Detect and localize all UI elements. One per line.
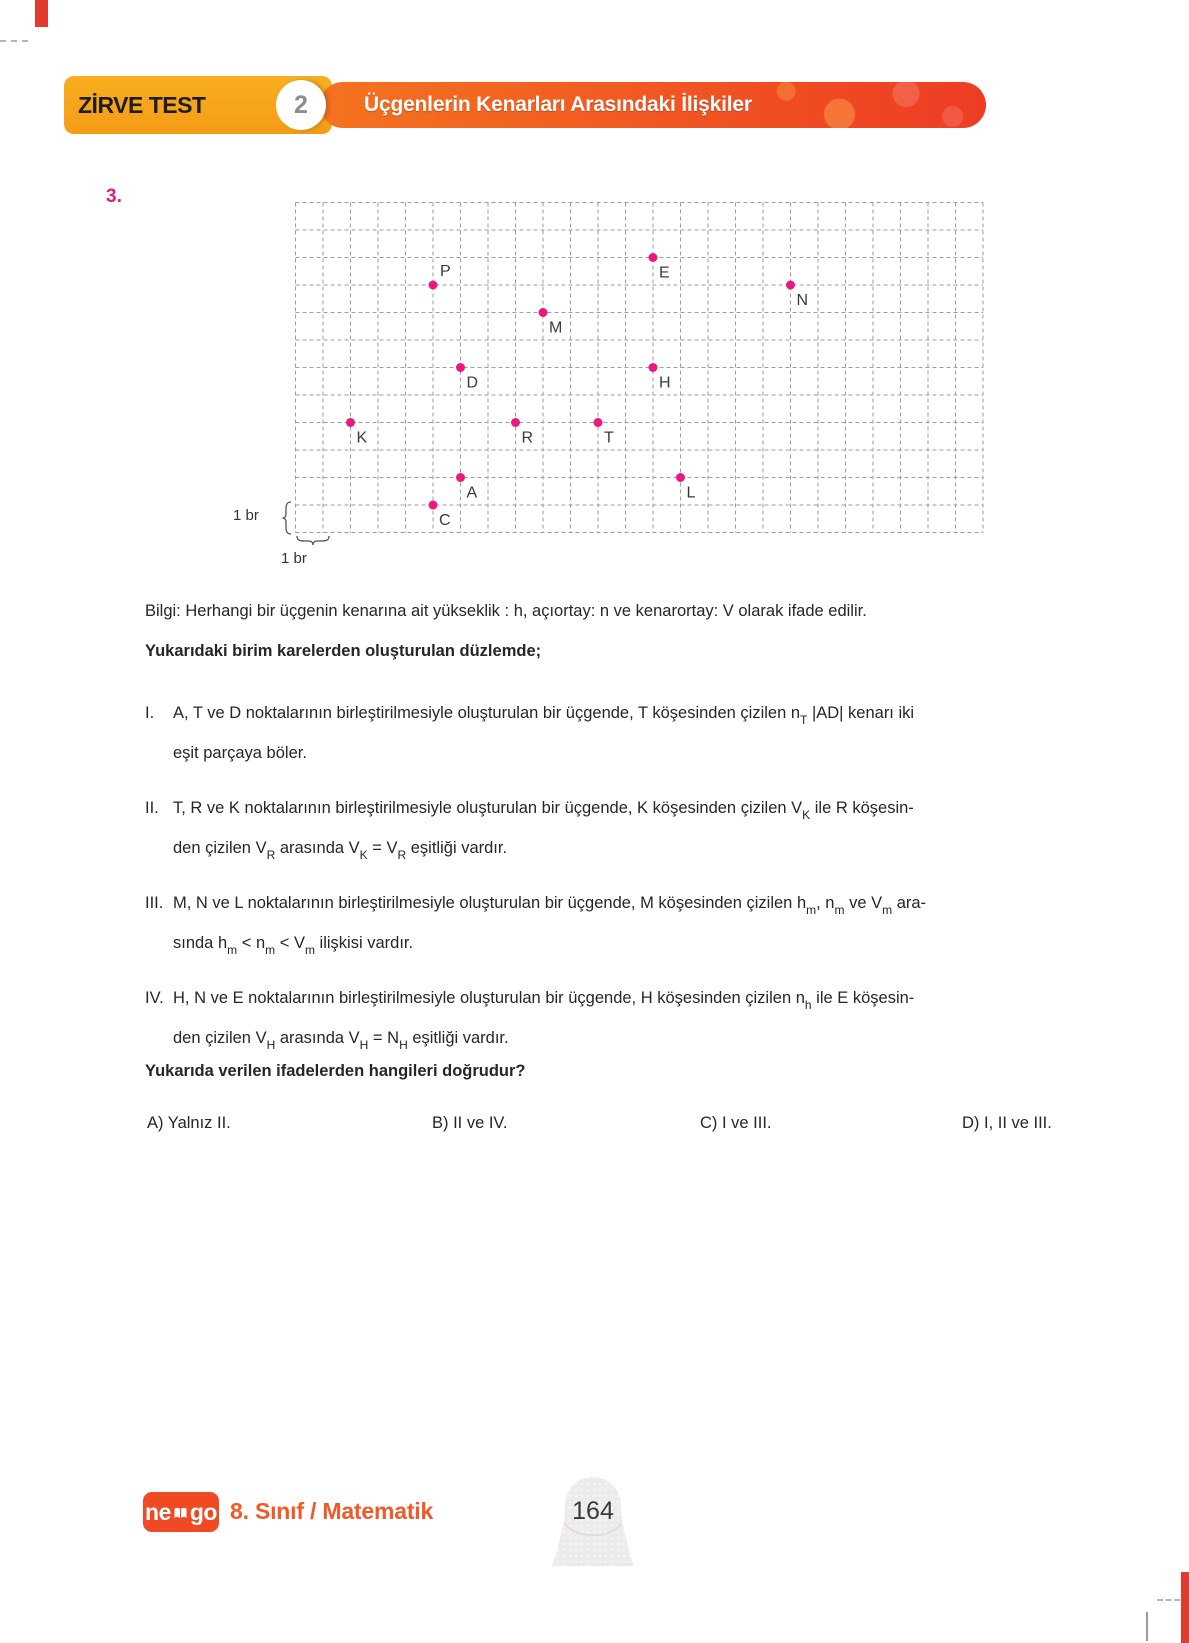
publisher-logo — [143, 1492, 219, 1532]
grid-point-label-R: R — [521, 429, 534, 447]
grid-point-L — [676, 473, 685, 482]
grid-point-T — [594, 418, 603, 427]
grid-point-R — [511, 418, 520, 427]
statement-II — [145, 788, 1057, 868]
grid-point-label-M: M — [549, 319, 563, 337]
question-number: 3. — [106, 186, 122, 207]
bleed-mark-bottom-right — [1181, 1572, 1189, 1643]
unit-label-bottom: 1 br — [281, 550, 307, 567]
subtitle-bold: Yukarıdaki birim karelerden oluşturulan düzlemde; — [145, 642, 542, 660]
bottom-brace — [296, 535, 330, 547]
logo-text-right: go — [189, 1498, 217, 1525]
info-line: Bilgi: Herhangi bir üçgenin kenarına ait yükseklik : h, açıortay: n ve kenarortay: V olarak ifade edilir. — [145, 602, 867, 620]
test-number-circle: 2 — [276, 80, 326, 130]
grid-point-E — [649, 253, 658, 262]
grid-point-label-H: H — [659, 374, 671, 392]
statement-text: H, N ve E noktalarının birleştirilmesiyle oluşturulan bir üçgende, H köşesinden çizilen $n_h$ ile E köşesin- den çizilen $V_H$ arasında $V_H = N_H$ eşitliği vardır. — [173, 989, 915, 1052]
statement-text: T, R ve K noktalarının birleştirilmesiyle oluşturulan bir üçgende, K köşesinden çizilen $V_K$ ile R köşesin- den çizilen $V_R$ arasında $V_K = V_R$ eşitliği vardır. — [173, 799, 914, 862]
option-a: A) Yalnız II. — [147, 1114, 231, 1132]
statement-III — [145, 883, 1057, 963]
grid-point-label-D: D — [466, 374, 479, 392]
page-number: 164 — [572, 1497, 614, 1525]
bleed-mark-top-left — [35, 0, 48, 27]
statement-numeral: IV. — [145, 989, 164, 1007]
option-d: D) I, II ve III. — [962, 1114, 1052, 1132]
question-bold: Yukarıda verilen ifadelerden hangileri doğrudur? — [145, 1062, 526, 1080]
grid-point-label-A: A — [466, 484, 478, 502]
grid-point-C — [429, 501, 438, 510]
statement-I — [145, 693, 1057, 773]
trim-mark-bottom-right-v — [1146, 1612, 1148, 1641]
grid-point-K — [346, 418, 355, 427]
chapter-title: Üçgenlerin Kenarları Arasındaki İlişkiler — [364, 93, 752, 116]
grid-point-P — [429, 281, 438, 290]
statement-numeral: I. — [145, 704, 155, 722]
statement-numeral: III. — [145, 894, 164, 912]
grid-point-label-T: T — [604, 429, 614, 447]
grid-point-label-C: C — [439, 512, 451, 529]
unit-grid — [295, 202, 985, 534]
grid-svg — [295, 202, 985, 534]
grid-point-label-E: E — [659, 264, 670, 282]
unit-label-left: 1 br — [233, 507, 259, 524]
grid-point-D — [456, 363, 465, 372]
grid-point-label-L: L — [686, 484, 696, 502]
trim-mark-top-left — [0, 40, 28, 42]
logo-text-left: ne — [145, 1498, 171, 1525]
statement-text: A, T ve D noktalarının birleştirilmesiyle oluşturulan bir üçgende, T köşesinden çizilen $n_T$ |AD| kenarı iki eşit parçaya böler. — [173, 704, 915, 762]
book-icon — [173, 1506, 188, 1521]
test-badge-label: ZİRVE TEST — [78, 91, 206, 118]
grid-point-A — [456, 473, 465, 482]
grid-point-M — [539, 308, 548, 317]
statement-text: M, N ve L noktalarının birleştirilmesiyle oluşturulan bir üçgende, M köşesinden çizilen $h_m$, $n_m$ ve $V_m$ ara- sında $h_m < n_m < V_m$ ilişkisi vardır. — [173, 894, 927, 957]
grid-point-H — [649, 363, 658, 372]
statement-numeral: II. — [145, 799, 159, 817]
series-label: 8. Sınıf / Matematik — [230, 1498, 434, 1524]
grid-point-N — [786, 281, 795, 290]
left-brace — [281, 501, 293, 535]
chapter-banner — [320, 82, 986, 128]
page-number-badge — [550, 1476, 636, 1566]
statement-IV — [145, 978, 1057, 1058]
grid-point-label-K: K — [356, 429, 368, 447]
grid-point-label-P: P — [440, 263, 451, 280]
option-c: C) I ve III. — [700, 1114, 772, 1132]
grid-point-label-N: N — [796, 292, 809, 309]
option-b: B) II ve IV. — [432, 1114, 508, 1132]
